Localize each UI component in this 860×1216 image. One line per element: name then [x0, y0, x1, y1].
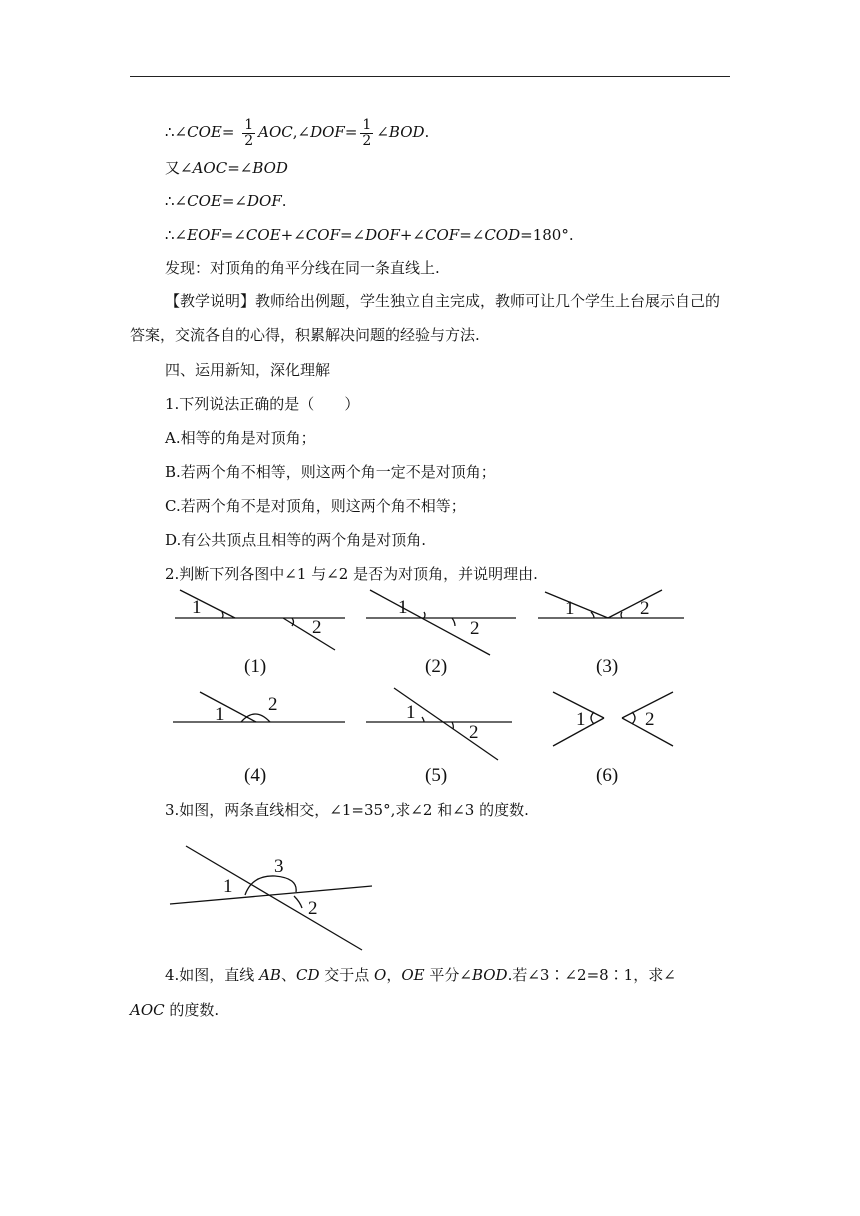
proof-line-3: ∴∠COE=∠DOF. — [165, 192, 287, 210]
section-title: 四、运用新知，深化理解 — [165, 361, 331, 379]
fraction-half-2: $\frac{1}{2}$ — [362, 116, 372, 149]
q1-option-a: A.相等的角是对顶角； — [165, 429, 316, 447]
figure-2-lines — [366, 590, 516, 655]
q1-option-b: B.若两个角不相等，则这两个角一定不是对顶角； — [165, 463, 496, 481]
fig4-angle-1-label: 1 — [215, 704, 225, 725]
q1-option-c: C.若两个角不是对顶角，则这两个角不相等； — [165, 497, 466, 515]
q1-option-d: D.有公共顶点且相等的两个角是对顶角. — [165, 531, 427, 549]
q3-angle-2-label: 2 — [308, 898, 318, 919]
proof-line-2: 又∠AOC=∠BOD — [165, 159, 288, 177]
q3-stem: 3.如图，两条直线相交，∠1=35°,求∠2 和∠3 的度数. — [165, 801, 529, 819]
figure-5-lines — [366, 688, 512, 760]
figure-1-caption: (1) — [244, 656, 267, 677]
q2-stem: 2.判断下列各图中∠1 与∠2 是否为对顶角，并说明理由. — [165, 565, 538, 583]
figure-4-lines — [173, 692, 345, 722]
proof-line-1: ∴∠COE= $\frac{1}{2}$ AOC,∠DOF= $\frac{1}{2}$ ∠BOD. — [165, 116, 430, 149]
q4-stem-line-2: AOC 的度数. — [130, 1001, 220, 1019]
figure-3-caption: (3) — [596, 656, 619, 677]
q3-angle-1-label: 1 — [223, 876, 233, 897]
fig1-angle-2-label: 2 — [312, 617, 322, 638]
figure-6-lines — [553, 692, 673, 746]
fig2-angle-1-label: 1 — [398, 597, 408, 618]
fig2-angle-2-label: 2 — [470, 618, 480, 639]
figure-6-caption: (6) — [596, 765, 619, 786]
q3-figure-lines — [170, 846, 372, 950]
q1-stem: 1.下列说法正确的是（ ） — [165, 395, 360, 413]
figure-5-caption: (5) — [425, 765, 448, 786]
teaching-note: 【教学说明】教师给出例题，学生独立自主完成，教师可让几个学生上台展示自己的答案，交流各自的心得，积累解决问题的经验与方法. — [130, 292, 721, 344]
figure-4-caption: (4) — [244, 765, 267, 786]
fig1-angle-1-label: 1 — [192, 597, 202, 618]
fig6-angle-1-label: 1 — [576, 709, 586, 730]
figure-2-caption: (2) — [425, 656, 448, 677]
fig5-angle-2-label: 2 — [469, 722, 479, 743]
q4-stem-line-1: 4.如图，直线 AB、CD 交于点 O，OE 平分∠BOD.若∠3∶∠2=8∶1，求∠ — [165, 966, 676, 984]
fig3-angle-2-label: 2 — [640, 598, 650, 619]
fig5-angle-1-label: 1 — [406, 702, 416, 723]
fig4-angle-2-label: 2 — [268, 694, 278, 715]
finding-text: 发现：对顶角的角平分线在同一条直线上. — [165, 259, 440, 277]
fraction-half: $\frac{1}{2}$ — [244, 116, 254, 149]
fig6-angle-2-label: 2 — [645, 709, 655, 730]
proof-line-4: ∴∠EOF=∠COE+∠COF=∠DOF+∠COF=∠COD=180°. — [165, 226, 574, 244]
fig3-angle-1-label: 1 — [565, 598, 575, 619]
q3-angle-3-label: 3 — [274, 856, 284, 877]
figure-3-lines — [538, 590, 684, 618]
